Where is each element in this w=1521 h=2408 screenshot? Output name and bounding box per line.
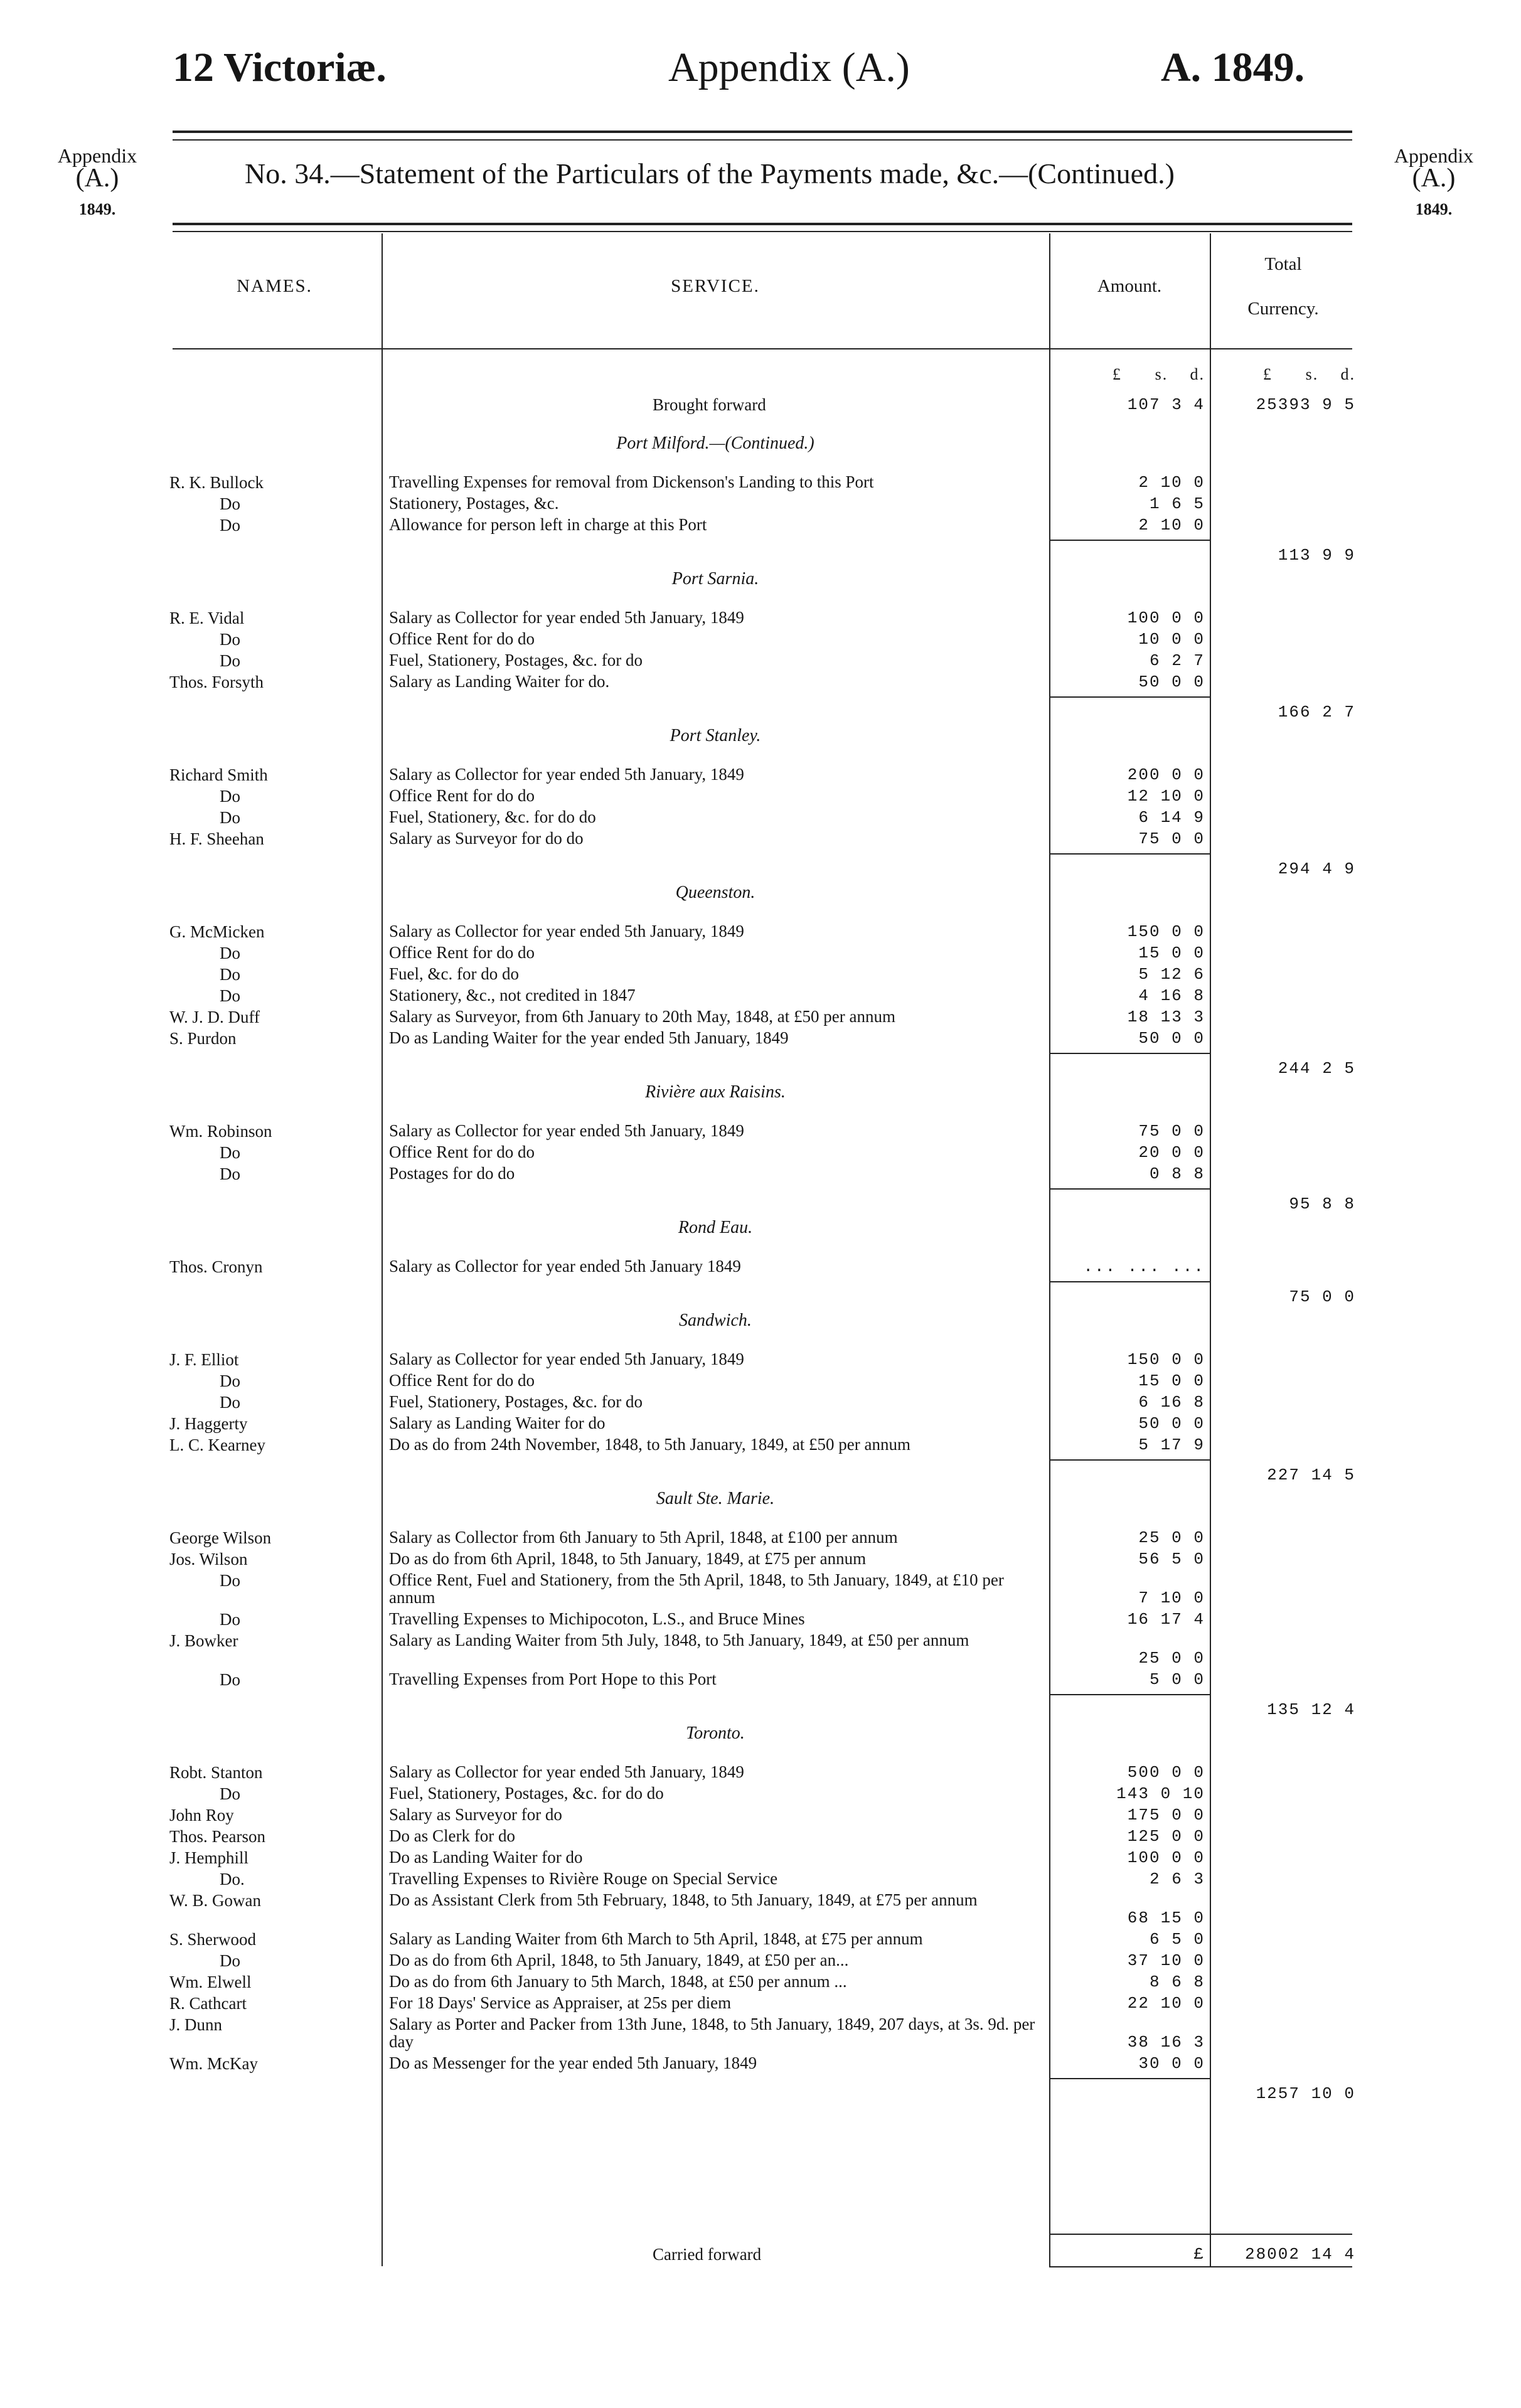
- row-service: Postages for do do: [389, 1164, 515, 1183]
- row-name: Do: [220, 1571, 240, 1590]
- row-service: Fuel, Stationery, Postages, &c. for do: [389, 1392, 643, 1411]
- row-name: Do: [220, 1372, 240, 1390]
- row-amount: 2 6 3: [1149, 1870, 1205, 1889]
- carried-rule: [1049, 2234, 1352, 2235]
- row-service: Travelling Expenses from Port Hope to this Port: [389, 1670, 717, 1688]
- row-service: Stationery, &c., not credited in 1847: [389, 986, 636, 1004]
- section-title: Port Milford.—(Continued.): [616, 434, 814, 453]
- row-service: Salary as Collector for year ended 5th January, 1849: [389, 1762, 744, 1781]
- row-amount: 100 0 0: [1127, 1848, 1205, 1867]
- row-service: Stationery, Postages, &c.: [389, 494, 559, 513]
- section-total: 135 12 4: [1267, 1700, 1355, 1719]
- section-total: 244 2 5: [1278, 1059, 1355, 1078]
- row-service: Salary as Collector for year ended 5th January, 1849: [389, 1121, 744, 1140]
- row-amount: 18 13 3: [1127, 1008, 1205, 1026]
- col-service: SERVICE.: [671, 276, 760, 296]
- row-amount: 5 0 0: [1149, 1670, 1205, 1689]
- section-total: 166 2 7: [1278, 703, 1355, 722]
- row-name: J. Haggerty: [169, 1414, 248, 1433]
- row-name: H. F. Sheehan: [169, 829, 264, 848]
- row-name: J. Hemphill: [169, 1848, 248, 1867]
- page-title: No. 34.—Statement of the Particulars of the Payments made, &c.—(Continued.): [245, 157, 1175, 189]
- col-total-2: Currency.: [1247, 299, 1319, 319]
- col-divider-2: [1049, 233, 1050, 2266]
- section-title: Sandwich.: [679, 1311, 752, 1330]
- row-amount: 125 0 0: [1127, 1827, 1205, 1846]
- row-name: Do: [220, 1610, 240, 1629]
- header-right: A. 1849.: [1161, 45, 1305, 90]
- row-amount: 143 0 10: [1116, 1784, 1205, 1803]
- row-service: Travelling Expenses to Rivière Rouge on Special Service: [389, 1869, 778, 1888]
- row-service: Office Rent for do do: [389, 1371, 535, 1390]
- header-center: Appendix (A.): [668, 45, 910, 90]
- section-total: 294 4 9: [1278, 860, 1355, 878]
- row-amount: 25 0 0: [1138, 1649, 1205, 1668]
- row-service: Do as Landing Waiter for do: [389, 1848, 583, 1867]
- row-service: Salary as Collector for year ended 5th January, 1849: [389, 608, 744, 627]
- row-service: Fuel, &c. for do do: [389, 964, 519, 983]
- row-amount: 50 0 0: [1138, 673, 1205, 691]
- row-amount: 10 0 0: [1138, 630, 1205, 649]
- margin-right: [1380, 144, 1487, 221]
- row-name: Do: [220, 944, 240, 962]
- row-name: Do: [220, 494, 240, 513]
- margin-left: [44, 144, 151, 221]
- row-name: Wm. Robinson: [169, 1122, 272, 1141]
- row-name: Thos. Pearson: [169, 1827, 265, 1846]
- row-service: Salary as Surveyor for do: [389, 1805, 562, 1824]
- row-service: Salary as Surveyor for do do: [389, 829, 584, 848]
- row-service: Salary as Collector for year ended 5th January 1849: [389, 1257, 741, 1276]
- row-amount: 7 10 0: [1138, 1589, 1205, 1607]
- section-total: 75 0 0: [1289, 1287, 1355, 1306]
- section-title: Rond Eau.: [678, 1218, 753, 1237]
- row-name: L. C. Kearney: [169, 1436, 265, 1454]
- row-amount: 68 15 0: [1127, 1909, 1205, 1927]
- row-service: Office Rent for do do: [389, 786, 535, 805]
- row-amount: 6 2 7: [1149, 651, 1205, 670]
- row-amount: 20 0 0: [1138, 1143, 1205, 1162]
- row-amount: 1 6 5: [1149, 494, 1205, 513]
- bottom-rule: [1049, 2266, 1352, 2267]
- row-name: Do: [220, 651, 240, 670]
- section-rule: [1049, 2078, 1210, 2079]
- row-service: Do as do from 6th April, 1848, to 5th January, 1849, at £75 per annum: [389, 1549, 867, 1568]
- title-rule: [173, 223, 1352, 225]
- row-name: R. K. Bullock: [169, 473, 264, 492]
- header-bottom-rule: [173, 348, 1352, 349]
- row-name: Do: [220, 808, 240, 827]
- row-amount: 6 5 0: [1149, 1930, 1205, 1949]
- row-service: Salary as Collector for year ended 5th January, 1849: [389, 765, 744, 784]
- row-service: Salary as Collector for year ended 5th January, 1849: [389, 922, 744, 940]
- row-amount: 5 17 9: [1138, 1436, 1205, 1454]
- section-total: 95 8 8: [1289, 1195, 1355, 1213]
- row-service: For 18 Days' Service as Appraiser, at 25s per diem: [389, 1993, 732, 2012]
- row-name: John Roy: [169, 1806, 234, 1825]
- section-rule: [1049, 1188, 1210, 1190]
- section-title: Port Stanley.: [670, 726, 761, 745]
- brought-forward-label: Brought forward: [653, 395, 766, 414]
- row-service: Fuel, Stationery, &c. for do do: [389, 807, 596, 826]
- row-amount: 100 0 0: [1127, 609, 1205, 627]
- row-amount: 150 0 0: [1127, 922, 1205, 941]
- margin-letter: (A.): [75, 164, 119, 193]
- row-name: Do.: [220, 1870, 245, 1889]
- row-name: Do: [220, 1670, 240, 1689]
- row-service: Travelling Expenses to Michipocoton, L.S., and Bruce Mines: [389, 1609, 805, 1628]
- row-service: Salary as Landing Waiter for do: [389, 1414, 606, 1432]
- row-service: Office Rent for do do: [389, 629, 535, 648]
- row-name: Robt. Stanton: [169, 1763, 263, 1782]
- row-service: Do as do from 6th January to 5th March, 1848, at £50 per annum ...: [389, 1972, 847, 1991]
- row-amount: 6 14 9: [1138, 808, 1205, 827]
- row-amount: 25 0 0: [1138, 1528, 1205, 1547]
- row-amount: 5 12 6: [1138, 965, 1205, 984]
- margin-letter: (A.): [1412, 164, 1456, 193]
- row-service: Salary as Landing Waiter from 6th March to 5th April, 1848, at £75 per annum: [389, 1929, 923, 1948]
- row-amount: 38 16 3: [1127, 2033, 1205, 2052]
- row-name: Do: [220, 1164, 240, 1183]
- row-name: Richard Smith: [169, 765, 268, 784]
- row-name: Jos. Wilson: [169, 1550, 248, 1569]
- row-service: Salary as Collector from 6th January to 5th April, 1848, at £100 per annum: [389, 1528, 898, 1547]
- row-service: Do as do from 6th April, 1848, to 5th January, 1849, at £50 per an...: [389, 1951, 849, 1969]
- header-rule-thin: [173, 139, 1352, 141]
- row-amount: 22 10 0: [1127, 1994, 1205, 2013]
- row-service: Office Rent for do do: [389, 1143, 535, 1161]
- row-amount: ... ... ...: [1083, 1257, 1205, 1276]
- row-service: Do as Landing Waiter for the year ended 5th January, 1849: [389, 1028, 789, 1047]
- row-name: Do: [220, 1393, 240, 1412]
- row-name: W. B. Gowan: [169, 1891, 261, 1910]
- row-amount: 4 16 8: [1138, 986, 1205, 1005]
- row-name: Do: [220, 1951, 240, 1970]
- section-rule: [1049, 1459, 1210, 1461]
- row-name: R. E. Vidal: [169, 609, 245, 627]
- row-amount: 0 8 8: [1149, 1164, 1205, 1183]
- total-units: £ s. d.: [1262, 365, 1355, 383]
- row-name: Do: [220, 787, 240, 806]
- row-service: Salary as Landing Waiter from 5th July, 1848, to 5th January, 1849, at £50 per annum: [389, 1631, 969, 1649]
- row-amount: 8 6 8: [1149, 1973, 1205, 1991]
- row-service: Travelling Expenses for removal from Dickenson's Landing to this Port: [389, 472, 874, 491]
- row-amount: 500 0 0: [1127, 1763, 1205, 1782]
- col-total-1: Total: [1264, 254, 1302, 274]
- row-service: Salary as Collector for year ended 5th January, 1849: [389, 1350, 744, 1368]
- row-name: Do: [220, 630, 240, 649]
- section-title: Queenston.: [675, 883, 755, 902]
- carried-forward-amount: £: [1193, 2245, 1205, 2264]
- section-rule: [1049, 696, 1210, 698]
- row-name: S. Sherwood: [169, 1930, 257, 1949]
- row-name: Thos. Cronyn: [169, 1257, 263, 1276]
- row-service: Fuel, Stationery, Postages, &c. for do: [389, 651, 643, 669]
- brought-forward-total: 25393 9 5: [1256, 395, 1355, 414]
- row-service: Do as Messenger for the year ended 5th January, 1849: [389, 2054, 757, 2072]
- row-amount: 16 17 4: [1127, 1610, 1205, 1629]
- row-name: Wm. Elwell: [169, 1973, 252, 1991]
- margin-year: 1849.: [1415, 200, 1453, 218]
- row-amount: 2 10 0: [1138, 473, 1205, 492]
- col-amount: Amount.: [1097, 276, 1162, 296]
- row-amount: 30 0 0: [1138, 2054, 1205, 2073]
- row-name: Thos. Forsyth: [169, 673, 264, 691]
- row-name: W. J. D. Duff: [169, 1008, 260, 1026]
- row-service: Fuel, Stationery, Postages, &c. for do do: [389, 1784, 664, 1803]
- row-name: Do: [220, 986, 240, 1005]
- row-amount: 50 0 0: [1138, 1029, 1205, 1048]
- margin-label: Appendix: [57, 144, 137, 167]
- row-amount: 37 10 0: [1127, 1951, 1205, 1970]
- row-name: Do: [220, 1143, 240, 1162]
- row-service: Allowance for person left in charge at this Port: [389, 515, 707, 534]
- section-rule: [1049, 1053, 1210, 1054]
- row-name: J. F. Elliot: [169, 1350, 239, 1369]
- row-amount: 2 10 0: [1138, 516, 1205, 535]
- col-names: NAMES.: [237, 276, 312, 296]
- amount-units: £ s. d.: [1112, 365, 1205, 383]
- row-service: Salary as Landing Waiter for do.: [389, 672, 610, 691]
- row-service: Salary as Porter and Packer from 13th June, 1848, to 5th January, 1849, 207 days, at 3s. 9d. per day: [389, 2015, 1035, 2051]
- section-title: Rivière aux Raisins.: [645, 1082, 786, 1102]
- carried-forward-label: Carried forward: [653, 2245, 762, 2264]
- header-rule: [173, 131, 1352, 133]
- row-name: Wm. McKay: [169, 2054, 258, 2073]
- row-name: George Wilson: [169, 1528, 272, 1547]
- row-service: Do as Clerk for do: [389, 1826, 515, 1845]
- row-service: Do as Assistant Clerk from 5th February, 1848, to 5th January, 1849, at £75 per annum: [389, 1890, 978, 1909]
- title-rule-thin: [173, 231, 1352, 232]
- header-left: 12 Victoriæ.: [173, 45, 387, 90]
- carried-forward-total: 28002 14 4: [1244, 2245, 1355, 2264]
- section-title: Toronto.: [686, 1723, 745, 1743]
- margin-year: 1849.: [78, 200, 116, 218]
- row-amount: 12 10 0: [1127, 787, 1205, 806]
- row-service: Salary as Surveyor, from 6th January to 20th May, 1848, at £50 per annum: [389, 1007, 896, 1026]
- row-service: Office Rent for do do: [389, 943, 535, 962]
- section-title: Sault Ste. Marie.: [656, 1489, 775, 1508]
- row-amount: 200 0 0: [1127, 765, 1205, 784]
- margin-label: Appendix: [1394, 144, 1474, 167]
- row-name: R. Cathcart: [169, 1994, 247, 2013]
- row-name: Do: [220, 965, 240, 984]
- row-service: Office Rent, Fuel and Stationery, from the 5th April, 1848, to 5th January, 1849, at £10 per annum: [389, 1570, 1004, 1607]
- row-name: Do: [220, 516, 240, 535]
- section-total: 113 9 9: [1278, 546, 1355, 565]
- row-amount: 175 0 0: [1127, 1806, 1205, 1825]
- row-service: Do as do from 24th November, 1848, to 5th January, 1849, at £50 per annum: [389, 1435, 911, 1454]
- section-rule: [1049, 853, 1210, 855]
- row-name: S. Purdon: [169, 1029, 237, 1048]
- row-name: J. Bowker: [169, 1631, 238, 1650]
- section-total: 227 14 5: [1267, 1466, 1355, 1484]
- row-amount: 15 0 0: [1138, 1372, 1205, 1390]
- row-name: Do: [220, 1784, 240, 1803]
- row-amount: 15 0 0: [1138, 944, 1205, 962]
- row-name: G. McMicken: [169, 922, 265, 941]
- row-amount: 75 0 0: [1138, 829, 1205, 848]
- section-title: Port Sarnia.: [671, 569, 759, 589]
- col-divider-3: [1210, 233, 1211, 2266]
- section-rule: [1049, 1694, 1210, 1695]
- row-amount: 150 0 0: [1127, 1350, 1205, 1369]
- section-rule: [1049, 1281, 1210, 1282]
- section-rule: [1049, 540, 1210, 541]
- row-amount: 6 16 8: [1138, 1393, 1205, 1412]
- row-name: J. Dunn: [169, 2015, 223, 2034]
- row-amount: 75 0 0: [1138, 1122, 1205, 1141]
- section-total: 1257 10 0: [1256, 2084, 1355, 2103]
- row-amount: 56 5 0: [1138, 1550, 1205, 1569]
- row-amount: 50 0 0: [1138, 1414, 1205, 1433]
- brought-forward-amount: 107 3 4: [1127, 395, 1205, 414]
